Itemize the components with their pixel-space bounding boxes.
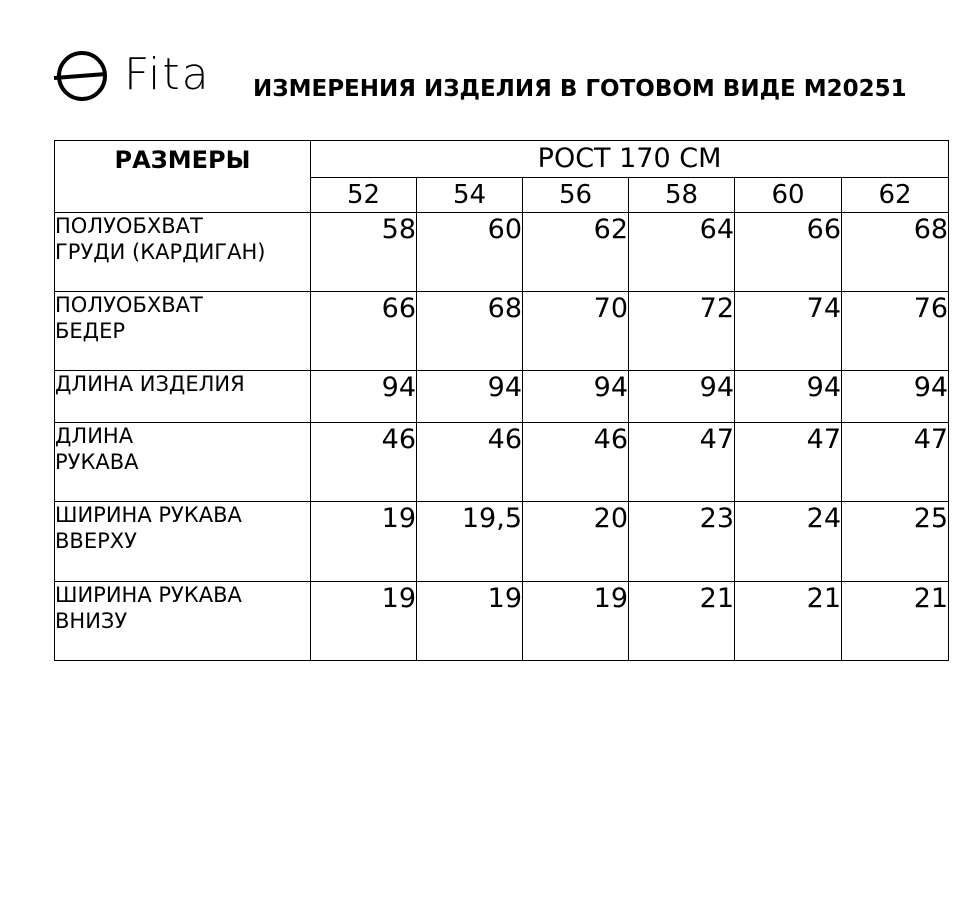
table-cell: 94 bbox=[842, 371, 949, 423]
table-cell: 68 bbox=[417, 292, 523, 371]
table-row bbox=[55, 292, 949, 371]
table-cell: 21 bbox=[629, 582, 735, 661]
table-cell: 47 bbox=[735, 423, 842, 502]
table-cell: 74 bbox=[735, 292, 842, 371]
table-cell: 19,5 bbox=[417, 502, 523, 582]
row-label: ДЛИНА РУКАВА bbox=[55, 423, 311, 502]
size-header: 52 bbox=[311, 178, 417, 213]
size-header: 58 bbox=[629, 178, 735, 213]
row-label: ДЛИНА ИЗДЕЛИЯ bbox=[55, 371, 311, 423]
size-table bbox=[54, 140, 949, 661]
row-label: ШИРИНА РУКАВА ВВЕРХУ bbox=[55, 502, 311, 582]
table-cell: 47 bbox=[842, 423, 949, 502]
table-cell: 24 bbox=[735, 502, 842, 582]
table-cell: 23 bbox=[629, 502, 735, 582]
table-cell: 21 bbox=[842, 582, 949, 661]
table-cell: 94 bbox=[523, 371, 629, 423]
page-title: ИЗМЕРЕНИЯ ИЗДЕЛИЯ В ГОТОВОМ ВИДЕ М20251 bbox=[253, 76, 907, 102]
size-header: 56 bbox=[523, 178, 629, 213]
table-cell: 20 bbox=[523, 502, 629, 582]
table-cell: 94 bbox=[417, 371, 523, 423]
table-cell: 21 bbox=[735, 582, 842, 661]
table-cell: 76 bbox=[842, 292, 949, 371]
table-cell: 94 bbox=[735, 371, 842, 423]
table-cell: 46 bbox=[417, 423, 523, 502]
fita-logo-icon bbox=[54, 48, 112, 106]
table-cell: 94 bbox=[629, 371, 735, 423]
table-cell: 68 bbox=[842, 213, 949, 292]
table-cell: 58 bbox=[311, 213, 417, 292]
table-row bbox=[55, 371, 949, 423]
brand-logo bbox=[54, 48, 214, 106]
row-label: ПОЛУОБХВАТ БЕДЕР bbox=[55, 292, 311, 371]
brand-name: Fita bbox=[124, 49, 211, 100]
table-cell: 19 bbox=[311, 582, 417, 661]
table-cell: 19 bbox=[311, 502, 417, 582]
row-label: ПОЛУОБХВАТ ГРУДИ (КАРДИГАН) bbox=[55, 213, 311, 292]
size-header: 62 bbox=[842, 178, 949, 213]
table-cell: 64 bbox=[629, 213, 735, 292]
table-cell: 72 bbox=[629, 292, 735, 371]
size-header: 60 bbox=[735, 178, 842, 213]
table-cell: 66 bbox=[311, 292, 417, 371]
table-cell: 94 bbox=[311, 371, 417, 423]
growth-header: РОСТ 170 СМ bbox=[311, 141, 949, 178]
table-row bbox=[55, 213, 949, 292]
row-label: ШИРИНА РУКАВА ВНИЗУ bbox=[55, 582, 311, 661]
table-cell: 19 bbox=[523, 582, 629, 661]
table-cell: 60 bbox=[417, 213, 523, 292]
table-cell: 46 bbox=[523, 423, 629, 502]
table-cell: 19 bbox=[417, 582, 523, 661]
table-cell: 46 bbox=[311, 423, 417, 502]
table-cell: 47 bbox=[629, 423, 735, 502]
table-cell: 25 bbox=[842, 502, 949, 582]
table-row bbox=[55, 423, 949, 502]
table-cell: 70 bbox=[523, 292, 629, 371]
table-row bbox=[55, 582, 949, 661]
table-cell: 66 bbox=[735, 213, 842, 292]
table-cell: 62 bbox=[523, 213, 629, 292]
table-row bbox=[55, 502, 949, 582]
size-header: 54 bbox=[417, 178, 523, 213]
sizes-header: РАЗМЕРЫ bbox=[55, 141, 311, 213]
